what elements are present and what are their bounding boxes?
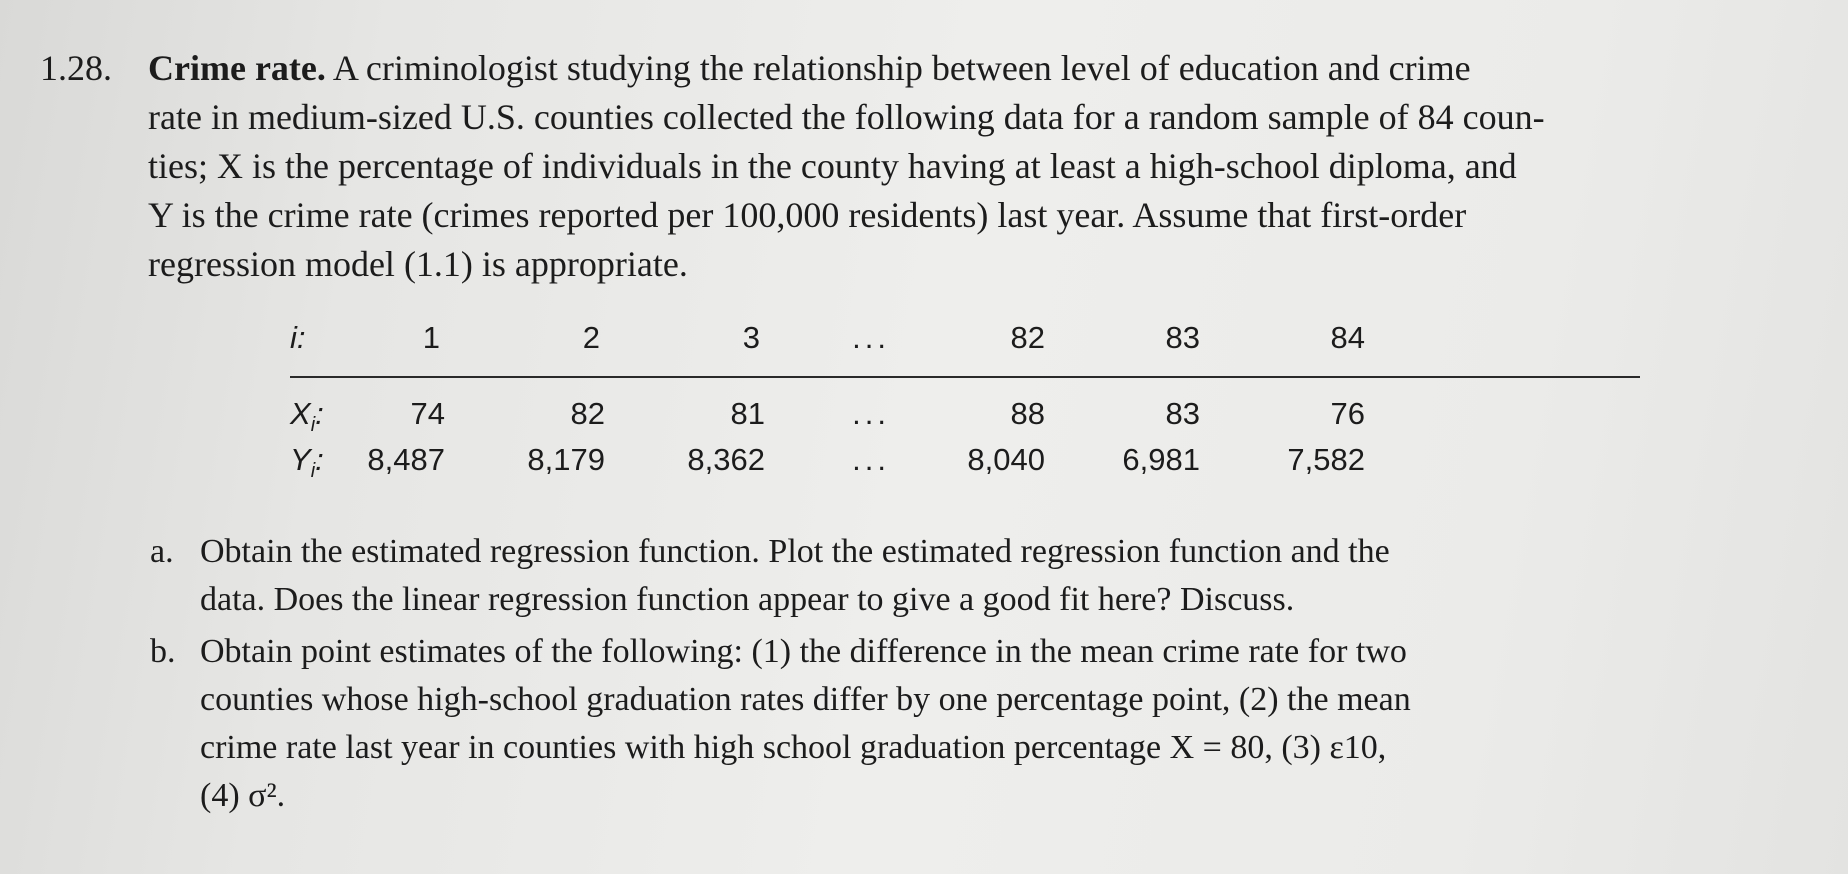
x-value: 81 [730, 396, 765, 431]
intro-line-3: ties; X is the percentage of individuals in the county having at least a high-school diploma, and [148, 146, 1517, 186]
question-b-text: Obtain point estimates of the following: (1) the difference in the mean crime rate for two counties whose high-school graduation rates differ by one percentage point, (2) the mean crime rate last year in counties with high school graduation percentage X = 80, (3) ε10, (4) σ². [200, 633, 1411, 814]
data-table [270, 320, 1610, 483]
header-cell: 3 [742, 320, 760, 355]
x-value: 82 [570, 396, 605, 431]
question-a-text: Obtain the estimated regression function. Plot the estimated regression function and the data. Does the linear regression function appear to give a good fit here? Discuss. [200, 533, 1390, 618]
x-row-label: $X_i$: [290, 396, 324, 437]
table-rule [290, 376, 1640, 378]
x-value: 88 [1010, 396, 1045, 431]
table-row-x [270, 396, 1610, 442]
x-value: 83 [1165, 396, 1200, 431]
problem-intro [148, 44, 1770, 289]
table-header-row [270, 320, 1610, 370]
x-value: 74 [410, 396, 445, 431]
y-value: 8,179 [527, 442, 605, 477]
x-ellipsis: ... [852, 396, 890, 431]
intro-line-1: Crime rate. A criminologist studying the relationship between level of education and crime [148, 48, 1471, 88]
intro-line-5: regression model (1.1) is appropriate. [148, 244, 688, 284]
intro-line-2: rate in medium-sized U.S. counties collected the following data for a random sample of 84 coun- [148, 97, 1545, 137]
question-b-letter: b. [150, 633, 176, 670]
question-b [150, 628, 1750, 820]
question-a-letter: a. [150, 533, 174, 570]
problem-number: 1.28. [40, 48, 112, 88]
table-row-y [270, 442, 1610, 488]
question-list [150, 528, 1750, 824]
y-row-label: $Y_i$: [290, 442, 324, 483]
header-ellipsis: ... [852, 320, 890, 355]
header-cell: 82 [1010, 320, 1045, 355]
header-label: i: [290, 320, 306, 355]
y-value: 8,362 [687, 442, 765, 477]
y-value: 8,487 [367, 442, 445, 477]
y-value: 8,040 [967, 442, 1045, 477]
header-cell: 2 [582, 320, 600, 355]
table-body [270, 396, 1610, 488]
header-cell: 84 [1330, 320, 1365, 355]
header-cell: 1 [422, 320, 440, 355]
question-a [150, 528, 1750, 624]
y-ellipsis: ... [852, 442, 890, 477]
header-cell: 83 [1165, 320, 1200, 355]
problem-title: Crime rate. [148, 48, 326, 88]
x-value: 76 [1330, 396, 1365, 431]
intro-line-4: Y is the crime rate (crimes reported per 100,000 residents) last year. Assume that first-order [148, 195, 1467, 235]
y-value: 7,582 [1287, 442, 1365, 477]
y-value: 6,981 [1122, 442, 1200, 477]
